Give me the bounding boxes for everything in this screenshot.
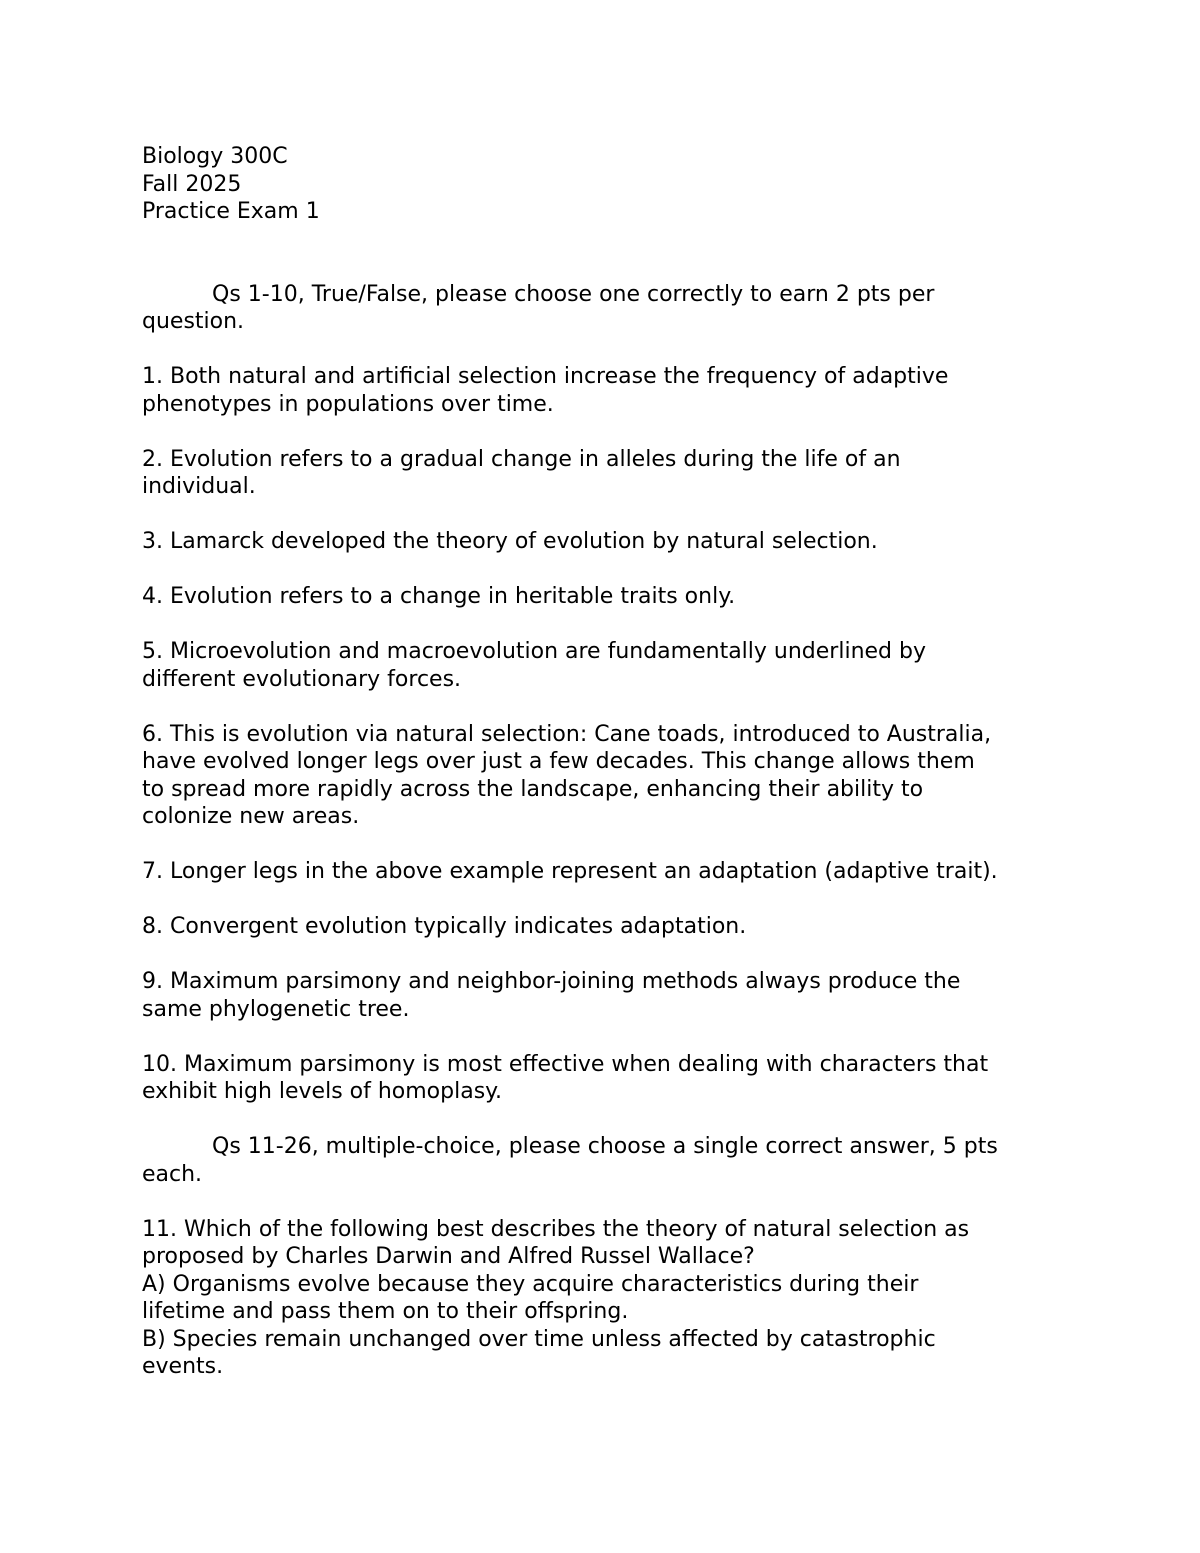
section-instruction-true-false bbox=[142, 281, 1072, 336]
instruction-line: question. bbox=[142, 309, 245, 334]
answer-option-b: B) Species remain unchanged over time unless affected by catastrophic bbox=[142, 1326, 936, 1352]
answer-option-b-cont: events. bbox=[142, 1354, 224, 1379]
question-line: 8. Convergent evolution typically indicates adaptation. bbox=[142, 914, 747, 939]
question-3 bbox=[142, 528, 1072, 556]
question-line: 3. Lamarck developed the theory of evolution by natural selection. bbox=[142, 529, 878, 554]
question-1 bbox=[142, 363, 1072, 418]
question-line: to spread more rapidly across the landscape, enhancing their ability to bbox=[142, 776, 924, 802]
question-5 bbox=[142, 638, 1072, 693]
question-line: 1. Both natural and artificial selection increase the frequency of adaptive bbox=[142, 364, 949, 389]
term: Fall 2025 bbox=[142, 171, 242, 197]
question-11 bbox=[142, 1216, 1072, 1381]
question-line: individual. bbox=[142, 474, 256, 499]
question-line: 7. Longer legs in the above example represent an adaptation (adaptive trait). bbox=[142, 859, 998, 884]
instruction-line: Qs 1-10, True/False, please choose one correctly to earn 2 pts per bbox=[212, 281, 935, 307]
instruction-line: Qs 11-26, multiple-choice, please choose a single correct answer, 5 pts bbox=[212, 1134, 998, 1159]
question-line: have evolved longer legs over just a few decades. This change allows them bbox=[142, 749, 975, 774]
document-page bbox=[142, 143, 1072, 1381]
question-2 bbox=[142, 446, 1072, 501]
question-line: 9. Maximum parsimony and neighbor-joining methods always produce the bbox=[142, 969, 961, 994]
question-line: 10. Maximum parsimony is most effective when dealing with characters that bbox=[142, 1051, 989, 1077]
document-header bbox=[142, 143, 1072, 226]
question-line: colonize new areas. bbox=[142, 804, 360, 829]
section-instruction-multiple-choice bbox=[142, 1133, 1072, 1188]
question-line: 6. This is evolution via natural selection: Cane toads, introduced to Australia, bbox=[142, 721, 992, 747]
question-line: proposed by Charles Darwin and Alfred Russel Wallace? bbox=[142, 1244, 755, 1269]
question-line: exhibit high levels of homoplasy. bbox=[142, 1079, 503, 1104]
question-line: 11. Which of the following best describes the theory of natural selection as bbox=[142, 1216, 970, 1242]
answer-option-a-cont: lifetime and pass them on to their offspring. bbox=[142, 1299, 629, 1324]
answer-option-a: A) Organisms evolve because they acquire characteristics during their bbox=[142, 1271, 919, 1297]
question-line: 4. Evolution refers to a change in heritable traits only. bbox=[142, 584, 736, 609]
course-name: Biology 300C bbox=[142, 144, 288, 169]
question-line: 5. Microevolution and macroevolution are fundamentally underlined by bbox=[142, 639, 926, 664]
question-6 bbox=[142, 721, 1072, 831]
question-line: phenotypes in populations over time. bbox=[142, 391, 554, 417]
question-9 bbox=[142, 968, 1072, 1023]
question-line: same phylogenetic tree. bbox=[142, 996, 410, 1022]
question-8 bbox=[142, 913, 1072, 941]
question-line: 2. Evolution refers to a gradual change in alleles during the life of an bbox=[142, 446, 901, 472]
question-10 bbox=[142, 1051, 1072, 1106]
question-line: different evolutionary forces. bbox=[142, 666, 462, 692]
question-4 bbox=[142, 583, 1072, 611]
question-7 bbox=[142, 858, 1072, 886]
instruction-line: each. bbox=[142, 1161, 203, 1187]
exam-title: Practice Exam 1 bbox=[142, 199, 320, 224]
